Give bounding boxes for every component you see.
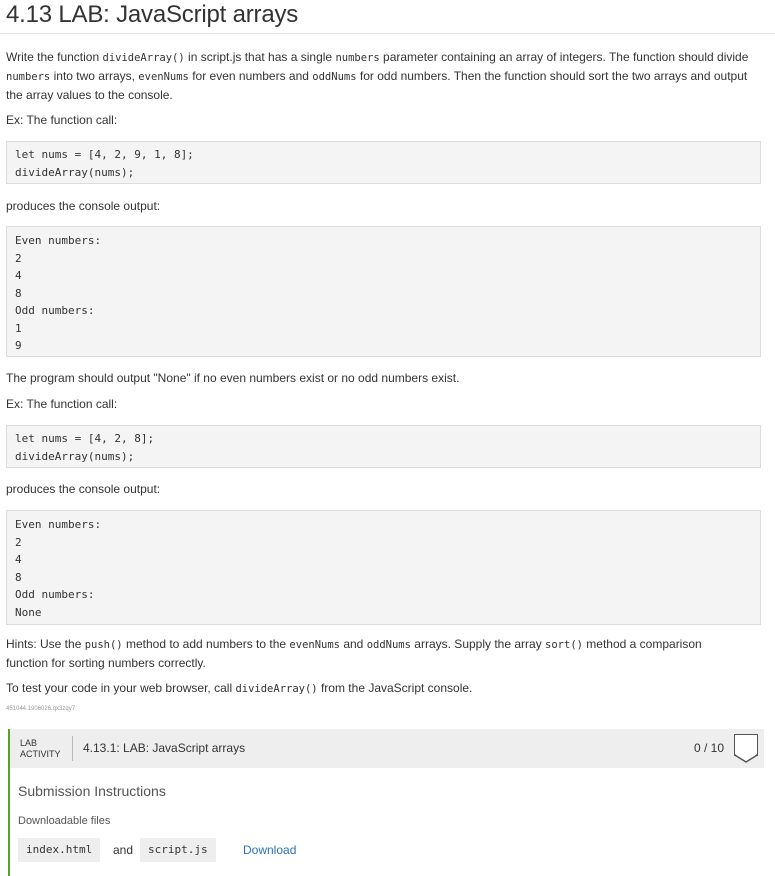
- page-title: 4.13 LAB: JavaScript arrays: [6, 1, 299, 28]
- lab-activity-tag: LAB ACTIVITY: [20, 738, 61, 759]
- completion-badge-icon: [734, 734, 758, 756]
- produces1-label: produces the console output:: [6, 199, 161, 213]
- submission-instructions-heading: Submission Instructions: [18, 783, 166, 799]
- intro-paragraph: Write the function divideArray() in script.js that has a single numbers parameter containing an array of integers. The function should divide numbers into two arrays, evenNums for even numbers and oddNums for odd numbers. Then the function should sort the two arrays and output the array values to the console.: [6, 50, 749, 102]
- download-link[interactable]: Download: [243, 843, 297, 857]
- header-separator: [72, 736, 73, 761]
- example2-output-block: [6, 510, 761, 625]
- example1-code: let nums = [4, 2, 9, 1, 8]; divideArray(nums);: [15, 148, 194, 179]
- example2-output: Even numbers: 2 4 8 Odd numbers: None: [15, 518, 102, 619]
- lab-activity-title: 4.13.1: LAB: JavaScript arrays: [83, 741, 246, 755]
- title-divider: [0, 33, 775, 34]
- example1-label: Ex: The function call:: [6, 113, 118, 127]
- produces2-label: produces the console output:: [6, 482, 161, 496]
- lab-activity-section: [8, 729, 764, 876]
- content-hash: 451044.1906026.qx3zqy7: [6, 706, 76, 712]
- file-index-html[interactable]: index.html: [18, 838, 100, 862]
- lab-score: 0 / 10: [694, 741, 725, 755]
- example1-code-block: [6, 141, 761, 184]
- and-label: and: [113, 843, 134, 857]
- example2-code-block: [6, 425, 761, 468]
- downloadable-files-label: Downloadable files: [18, 815, 111, 827]
- test-paragraph: To test your code in your web browser, call divideArray() from the JavaScript console.: [6, 681, 473, 695]
- example1-output: Even numbers: 2 4 8 Odd numbers: 1 9: [15, 234, 102, 352]
- lab-activity-header: [10, 729, 764, 768]
- file-script-js[interactable]: script.js: [140, 838, 216, 862]
- hints-paragraph: Hints: Use the push() method to add numbers to the evenNums and oddNums arrays. Supply the array sort() method a comparison function for sorting numbers correctly.: [6, 637, 702, 670]
- example1-output-block: [6, 226, 761, 357]
- example2-label: Ex: The function call:: [6, 397, 118, 411]
- example2-code: let nums = [4, 2, 8]; divideArray(nums);: [15, 432, 155, 463]
- none-note: The program should output "None" if no even numbers exist or no odd numbers exist.: [6, 371, 460, 385]
